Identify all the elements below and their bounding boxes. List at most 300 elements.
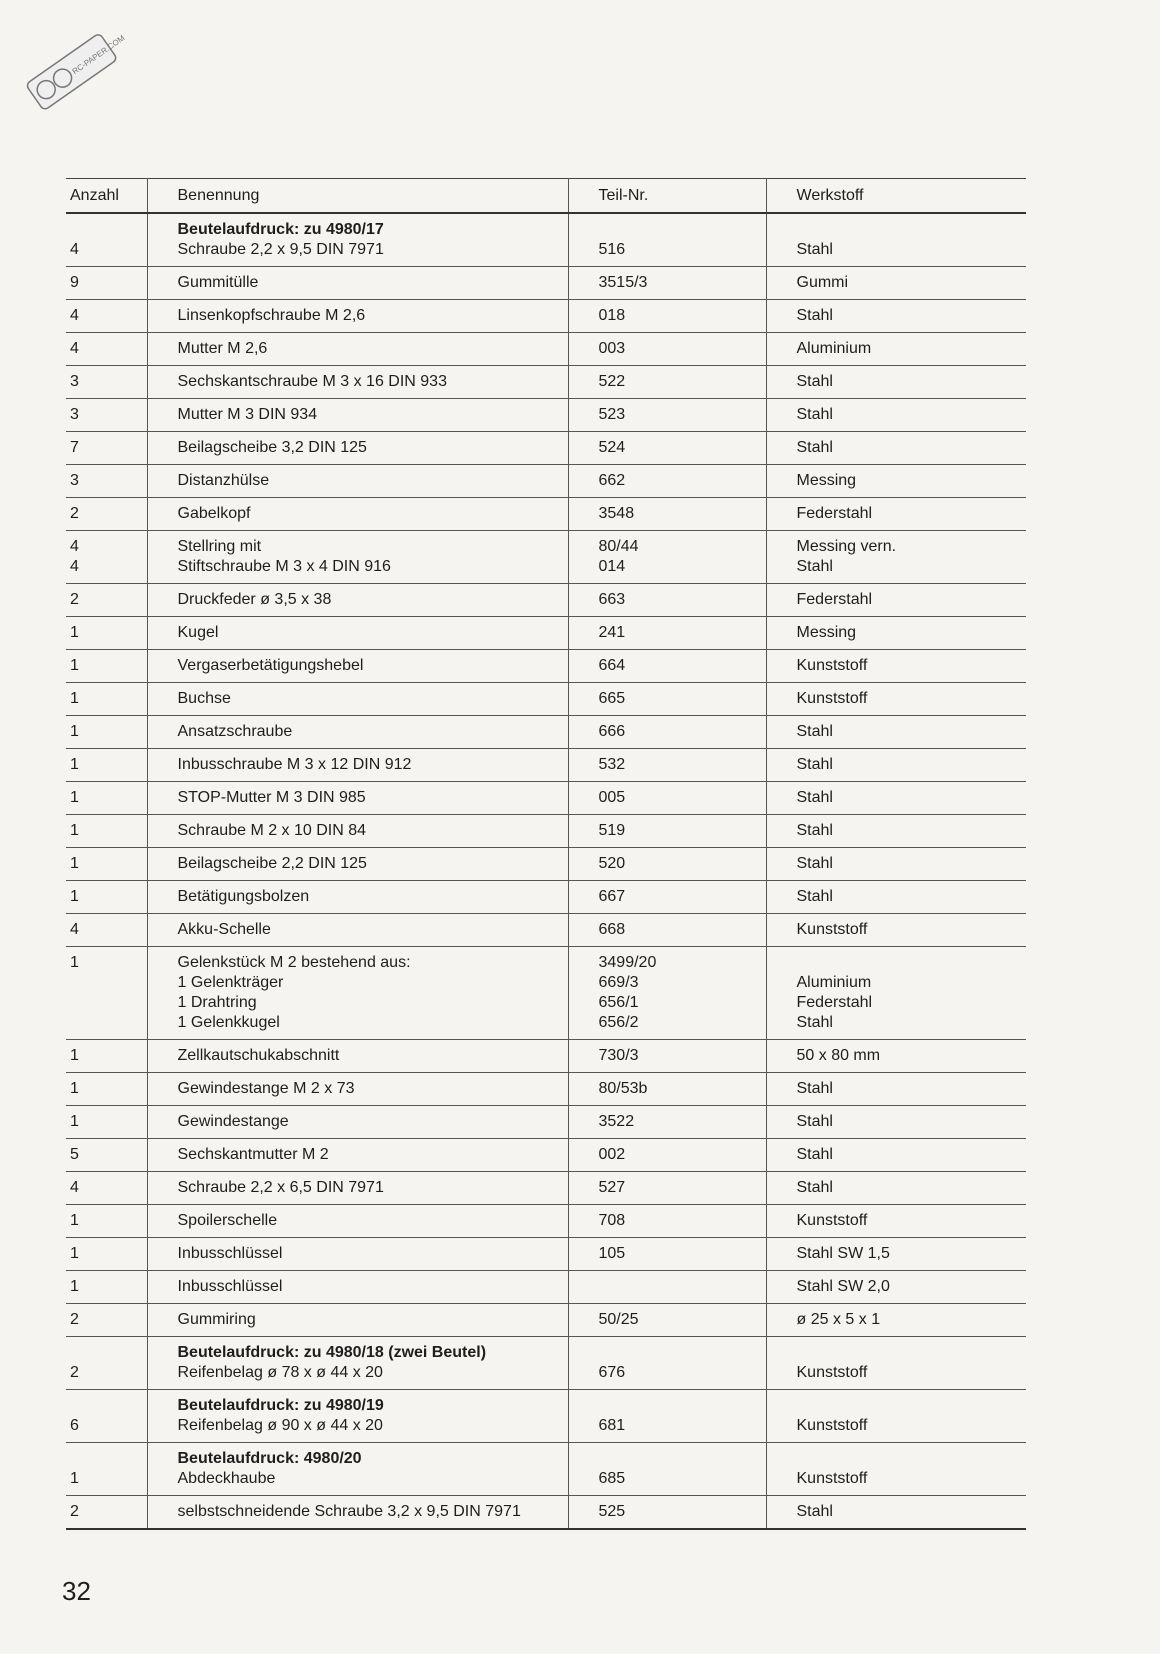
cell-line: Druckfeder ø 3,5 x 38 <box>177 591 332 608</box>
cell-line: 1 <box>70 1047 79 1064</box>
cell-qty <box>66 1040 147 1073</box>
cell-qty <box>66 1304 147 1337</box>
cell-name <box>147 683 568 716</box>
cell-material <box>766 617 1026 650</box>
cell-material <box>766 1496 1026 1530</box>
table-row <box>66 366 1026 399</box>
cell-name <box>147 1073 568 1106</box>
cell-material <box>766 914 1026 947</box>
cell-line: Ansatzschraube <box>177 723 293 740</box>
cell-line: Kunststoff <box>796 921 868 938</box>
table-row <box>66 498 1026 531</box>
cell-name <box>147 1337 568 1390</box>
table-header-row <box>66 179 1026 214</box>
table-row <box>66 848 1026 881</box>
cell-line: Stahl SW 2,0 <box>796 1278 890 1295</box>
cell-material <box>766 749 1026 782</box>
cell-qty <box>66 815 147 848</box>
cell-line: Stahl <box>796 1080 833 1097</box>
cell-line: 656/2 <box>598 1014 639 1031</box>
cell-line: Aluminium <box>796 974 872 991</box>
cell-line: 3 <box>70 406 79 423</box>
cell-material <box>766 300 1026 333</box>
cell-line: 1 <box>70 1113 79 1130</box>
cell-line: 3 <box>70 373 79 390</box>
cell-line: Stahl <box>796 855 833 872</box>
cell-part <box>568 432 766 465</box>
cell-line: Vergaserbetätigungshebel <box>177 657 364 674</box>
cell-line: Stahl <box>796 406 833 423</box>
cell-line: Federstahl <box>796 505 873 522</box>
table-row <box>66 1390 1026 1443</box>
cell-name <box>147 531 568 584</box>
cell-name <box>147 300 568 333</box>
cell-line: ø 25 x 5 x 1 <box>796 1311 881 1328</box>
cell-qty <box>66 1205 147 1238</box>
bag-label: Beutelaufdruck: zu 4980/19 <box>177 1397 384 1414</box>
cell-part <box>568 1271 766 1304</box>
cell-line: 80/44 <box>598 538 639 555</box>
cell-name <box>147 914 568 947</box>
cell-line: 1 <box>70 1278 79 1295</box>
cell-part <box>568 1496 766 1530</box>
cell-part <box>568 465 766 498</box>
table-row <box>66 1205 1026 1238</box>
cell-part <box>568 1073 766 1106</box>
table-row <box>66 1106 1026 1139</box>
cell-line: Stahl SW 1,5 <box>796 1245 890 1262</box>
cell-line: 014 <box>598 558 626 575</box>
cell-part <box>568 1205 766 1238</box>
table-row <box>66 1496 1026 1530</box>
cell-line: 1 <box>70 1470 79 1487</box>
cell-part <box>568 1390 766 1443</box>
cell-part <box>568 1172 766 1205</box>
cell-material <box>766 1443 1026 1496</box>
cell-line: Mutter M 3 DIN 934 <box>177 406 318 423</box>
cell-line: Federstahl <box>796 994 873 1011</box>
cell-line: Stahl <box>796 1179 833 1196</box>
table-row <box>66 213 1026 267</box>
cell-line <box>70 993 147 1013</box>
cell-line: Stahl <box>796 723 833 740</box>
cell-material <box>766 432 1026 465</box>
cell-qty <box>66 650 147 683</box>
cell-line: 1 <box>70 690 79 707</box>
cell-line: Stahl <box>796 558 833 575</box>
cell-line: Reifenbelag ø 78 x ø 44 x 20 <box>177 1364 383 1381</box>
cell-line: 50/25 <box>598 1311 639 1328</box>
table-row <box>66 1238 1026 1271</box>
bag-label: Beutelaufdruck: zu 4980/17 <box>177 221 384 238</box>
cell-material <box>766 1390 1026 1443</box>
cell-name <box>147 399 568 432</box>
cell-line: 1 <box>70 756 79 773</box>
cell-line: Federstahl <box>796 591 873 608</box>
cell-name <box>147 848 568 881</box>
cell-part <box>568 1337 766 1390</box>
cell-name <box>147 432 568 465</box>
cell-line: 676 <box>598 1364 626 1381</box>
cell-line: Gewindestange <box>177 1113 289 1130</box>
cell-material <box>766 584 1026 617</box>
cell-qty <box>66 399 147 432</box>
cell-line: 1 <box>70 822 79 839</box>
cell-line: 4 <box>70 1179 79 1196</box>
cell-part <box>568 650 766 683</box>
cell-line: Stahl <box>796 439 833 456</box>
cell-line: Gabelkopf <box>177 505 251 522</box>
cell-material <box>766 1139 1026 1172</box>
cell-name <box>147 716 568 749</box>
cell-line: Sechskantschraube M 3 x 16 DIN 933 <box>177 373 447 390</box>
table-row <box>66 1172 1026 1205</box>
cell-part <box>568 749 766 782</box>
cell-line: 1 <box>70 723 79 740</box>
cell-qty <box>66 914 147 947</box>
header-name: Benennung <box>147 179 568 214</box>
cell-line: Aluminium <box>796 340 872 357</box>
rc-paper-logo <box>16 16 126 126</box>
cell-line: Beilagscheibe 2,2 DIN 125 <box>177 855 367 872</box>
header-part: Teil-Nr. <box>568 179 766 214</box>
cell-line: Stiftschraube M 3 x 4 DIN 916 <box>177 558 391 575</box>
cell-line: 516 <box>598 241 626 258</box>
cell-line: Schraube 2,2 x 9,5 DIN 7971 <box>177 241 384 258</box>
cell-line: Kunststoff <box>796 1417 868 1434</box>
cell-line: 519 <box>598 822 626 839</box>
cell-line: 2 <box>70 591 79 608</box>
cell-qty <box>66 584 147 617</box>
cell-part <box>568 1040 766 1073</box>
cell-part <box>568 498 766 531</box>
cell-line: 4 <box>70 538 79 555</box>
cell-line: Inbusschraube M 3 x 12 DIN 912 <box>177 756 412 773</box>
cell-line: 669/3 <box>598 974 639 991</box>
cell-name <box>147 782 568 815</box>
table-row <box>66 617 1026 650</box>
cell-part <box>568 782 766 815</box>
cell-line: 3 <box>70 472 79 489</box>
table-row <box>66 584 1026 617</box>
cell-part <box>568 1304 766 1337</box>
table-row <box>66 815 1026 848</box>
cell-qty <box>66 1443 147 1496</box>
cell-line: 1 Drahtring <box>177 994 257 1011</box>
cell-material <box>766 881 1026 914</box>
cell-line: 667 <box>598 888 626 905</box>
cell-line: Gelenkstück M 2 bestehend aus: <box>177 954 411 971</box>
cell-line: Gummitülle <box>177 274 259 291</box>
cell-name <box>147 749 568 782</box>
cell-line: Stahl <box>796 1014 833 1031</box>
cell-line: Stahl <box>796 822 833 839</box>
cell-qty <box>66 947 147 1040</box>
cell-line: 662 <box>598 472 626 489</box>
cell-line: STOP-Mutter M 3 DIN 985 <box>177 789 366 806</box>
table-row <box>66 1271 1026 1304</box>
cell-line: 1 <box>70 657 79 674</box>
cell-qty <box>66 366 147 399</box>
table-row <box>66 914 1026 947</box>
cell-line: 3499/20 <box>598 954 657 971</box>
cell-qty <box>66 531 147 584</box>
cell-line: 1 <box>70 888 79 905</box>
cell-line: 1 <box>70 624 79 641</box>
cell-material <box>766 683 1026 716</box>
cell-name <box>147 1172 568 1205</box>
table-row <box>66 465 1026 498</box>
cell-line: Stahl <box>796 1146 833 1163</box>
cell-line: Abdeckhaube <box>177 1470 276 1487</box>
cell-line: Kunststoff <box>796 1470 868 1487</box>
cell-qty <box>66 1106 147 1139</box>
cell-qty <box>66 1139 147 1172</box>
cell-name <box>147 881 568 914</box>
cell-line: Buchse <box>177 690 231 707</box>
cell-name <box>147 1040 568 1073</box>
cell-line: Stahl <box>796 307 833 324</box>
cell-qty <box>66 267 147 300</box>
cell-qty <box>66 432 147 465</box>
cell-line: 105 <box>598 1245 626 1262</box>
cell-qty <box>66 1073 147 1106</box>
table-row <box>66 650 1026 683</box>
cell-line: 3515/3 <box>598 274 648 291</box>
cell-name <box>147 1139 568 1172</box>
cell-line: 4 <box>70 558 79 575</box>
cell-part <box>568 333 766 366</box>
table-row <box>66 1304 1026 1337</box>
cell-name <box>147 1205 568 1238</box>
cell-line: Betätigungsbolzen <box>177 888 310 905</box>
cell-line: Stahl <box>796 373 833 390</box>
parts-table <box>66 178 1026 1530</box>
cell-line: 1 <box>70 1212 79 1229</box>
cell-name <box>147 1390 568 1443</box>
cell-line: 2 <box>70 1311 79 1328</box>
cell-line: 4 <box>70 921 79 938</box>
cell-line: 6 <box>70 1417 79 1434</box>
cell-material <box>766 1172 1026 1205</box>
cell-line: Sechskantmutter M 2 <box>177 1146 329 1163</box>
cell-line: Beilagscheibe 3,2 DIN 125 <box>177 439 367 456</box>
cell-line: Mutter M 2,6 <box>177 340 268 357</box>
cell-line: Akku-Schelle <box>177 921 271 938</box>
cell-material <box>766 1337 1026 1390</box>
header-material: Werkstoff <box>766 179 1026 214</box>
cell-line: Messing <box>796 624 857 641</box>
cell-part <box>568 617 766 650</box>
cell-qty <box>66 1238 147 1271</box>
cell-line: 663 <box>598 591 626 608</box>
cell-material <box>766 1271 1026 1304</box>
cell-line: 5 <box>70 1146 79 1163</box>
cell-qty <box>66 848 147 881</box>
cell-material <box>766 782 1026 815</box>
cell-line: 003 <box>598 340 626 357</box>
cell-part <box>568 213 766 267</box>
cell-line: 2 <box>70 505 79 522</box>
table-row <box>66 749 1026 782</box>
cell-name <box>147 815 568 848</box>
cell-line: Gummi <box>796 274 849 291</box>
cell-name <box>147 947 568 1040</box>
cell-line: 730/3 <box>598 1047 639 1064</box>
cell-line: 241 <box>598 624 626 641</box>
cell-qty <box>66 749 147 782</box>
cell-name <box>147 366 568 399</box>
cell-line: 9 <box>70 274 79 291</box>
cell-line: 1 <box>70 789 79 806</box>
cell-line: selbstschneidende Schraube 3,2 x 9,5 DIN 7971 <box>177 1503 521 1520</box>
cell-part <box>568 881 766 914</box>
cell-line: 685 <box>598 1470 626 1487</box>
cell-name <box>147 465 568 498</box>
cell-material <box>766 947 1026 1040</box>
cell-qty <box>66 1271 147 1304</box>
cell-part <box>568 815 766 848</box>
cell-part <box>568 848 766 881</box>
table-row <box>66 881 1026 914</box>
cell-line: 681 <box>598 1417 626 1434</box>
cell-line: 1 Gelenkkugel <box>177 1014 280 1031</box>
cell-line: 2 <box>70 1364 79 1381</box>
cell-line: Linsenkopfschraube M 2,6 <box>177 307 366 324</box>
cell-line: 664 <box>598 657 626 674</box>
cell-name <box>147 1304 568 1337</box>
table-row <box>66 531 1026 584</box>
cell-material <box>766 815 1026 848</box>
cell-material <box>766 531 1026 584</box>
cell-line: 7 <box>70 439 79 456</box>
cell-part <box>568 1106 766 1139</box>
cell-line: 80/53b <box>598 1080 648 1097</box>
cell-name <box>147 1271 568 1304</box>
cell-name <box>147 1238 568 1271</box>
cell-line: 3522 <box>598 1113 635 1130</box>
cell-material <box>766 1205 1026 1238</box>
cell-name <box>147 650 568 683</box>
cell-line: Stahl <box>796 756 833 773</box>
cell-qty <box>66 1390 147 1443</box>
cell-material <box>766 1073 1026 1106</box>
cell-line: 708 <box>598 1212 626 1229</box>
cell-name <box>147 1496 568 1530</box>
cell-line: 525 <box>598 1503 626 1520</box>
table-row <box>66 300 1026 333</box>
cell-line: 666 <box>598 723 626 740</box>
cell-material <box>766 848 1026 881</box>
cell-part <box>568 366 766 399</box>
table-row <box>66 432 1026 465</box>
cell-qty <box>66 1172 147 1205</box>
cell-material <box>766 213 1026 267</box>
cell-material <box>766 498 1026 531</box>
cell-material <box>766 1304 1026 1337</box>
cell-line: 1 <box>70 855 79 872</box>
cell-part <box>568 267 766 300</box>
cell-line: 523 <box>598 406 626 423</box>
cell-part <box>568 1139 766 1172</box>
cell-line: 3548 <box>598 505 635 522</box>
cell-line: 4 <box>70 340 79 357</box>
cell-line: Inbusschlüssel <box>177 1278 283 1295</box>
cell-material <box>766 1238 1026 1271</box>
cell-qty <box>66 683 147 716</box>
cell-line: Gummiring <box>177 1311 256 1328</box>
cell-line: Stahl <box>796 1113 833 1130</box>
cell-line: Schraube 2,2 x 6,5 DIN 7971 <box>177 1179 384 1196</box>
cell-line: Gewindestange M 2 x 73 <box>177 1080 355 1097</box>
cell-line: Kunststoff <box>796 1364 868 1381</box>
table-row <box>66 1073 1026 1106</box>
cell-name <box>147 584 568 617</box>
cell-line: 2 <box>70 1503 79 1520</box>
table-row <box>66 1443 1026 1496</box>
cell-line: 1 <box>70 1245 79 1262</box>
cell-line: Zellkautschukabschnitt <box>177 1047 340 1064</box>
cell-line: Kunststoff <box>796 690 868 707</box>
cell-line <box>797 953 1027 973</box>
cell-line: 532 <box>598 756 626 773</box>
cell-qty <box>66 1496 147 1530</box>
cell-part <box>568 1238 766 1271</box>
table-row <box>66 333 1026 366</box>
cell-line: Kunststoff <box>796 1212 868 1229</box>
cell-material <box>766 1040 1026 1073</box>
cell-line <box>70 973 147 993</box>
cell-part <box>568 947 766 1040</box>
cell-qty <box>66 498 147 531</box>
cell-material <box>766 399 1026 432</box>
cell-part <box>568 300 766 333</box>
cell-qty <box>66 333 147 366</box>
cell-line: 656/1 <box>598 994 639 1011</box>
cell-line: 522 <box>598 373 626 390</box>
table-row <box>66 716 1026 749</box>
cell-material <box>766 465 1026 498</box>
cell-name <box>147 213 568 267</box>
cell-material <box>766 333 1026 366</box>
cell-line: 665 <box>598 690 626 707</box>
cell-name <box>147 267 568 300</box>
table-row <box>66 1040 1026 1073</box>
cell-part <box>568 683 766 716</box>
cell-line: Distanzhülse <box>177 472 270 489</box>
table-row <box>66 267 1026 300</box>
table-row <box>66 947 1026 1040</box>
cell-line: 4 <box>70 241 79 258</box>
cell-line: Stahl <box>796 789 833 806</box>
table-row <box>66 1337 1026 1390</box>
cell-line: Stahl <box>796 1503 833 1520</box>
cell-material <box>766 716 1026 749</box>
cell-qty <box>66 881 147 914</box>
cell-line: 018 <box>598 307 626 324</box>
cell-material <box>766 267 1026 300</box>
cell-name <box>147 333 568 366</box>
logo-text: RC-PAPER.COM <box>70 33 126 77</box>
cell-line: 668 <box>598 921 626 938</box>
table-row <box>66 1139 1026 1172</box>
cell-qty <box>66 782 147 815</box>
cell-line: 527 <box>598 1179 626 1196</box>
cell-line: Kugel <box>177 624 219 641</box>
cell-material <box>766 650 1026 683</box>
cell-line: Kunststoff <box>796 657 868 674</box>
cell-line: 1 <box>70 1080 79 1097</box>
